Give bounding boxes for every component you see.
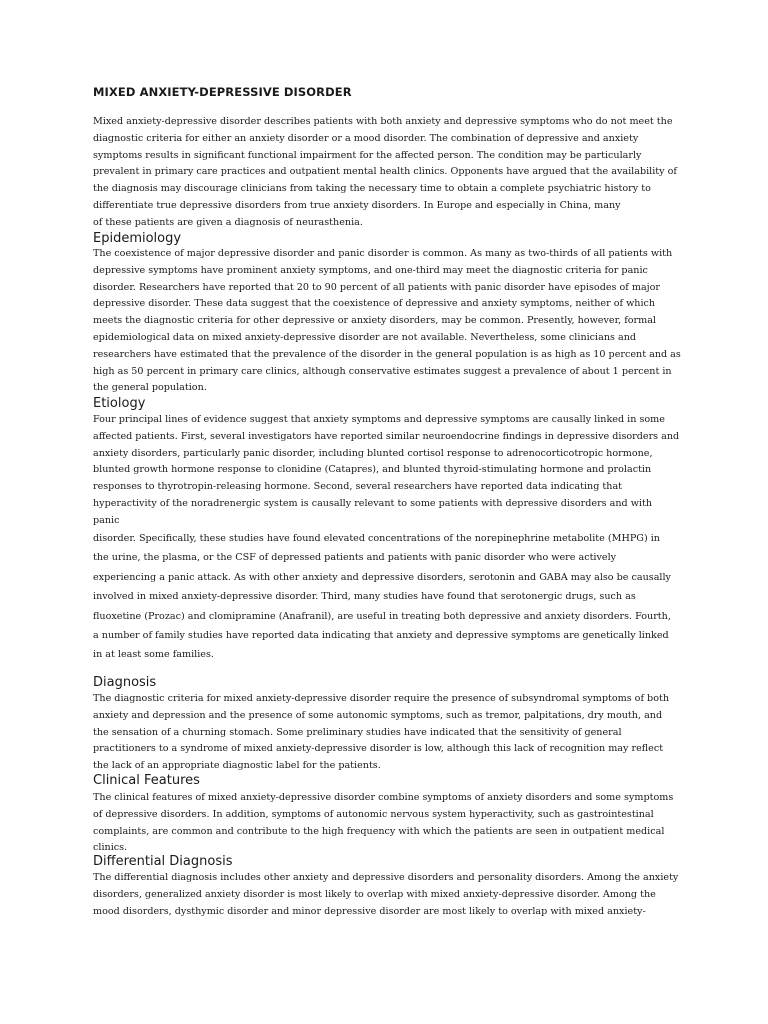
text-line: Mixed anxiety-depressive disorder describes patients with both anxiety and depressive symptoms who do not meet the [93, 116, 673, 127]
text-line: prevalent in primary care practices and outpatient mental health clinics. Opponents have argued that the availability of [93, 166, 677, 178]
etiology-paragraph-continued [93, 529, 678, 665]
text-line: epidemiological data on mixed anxiety-depressive disorder are not available. Nevertheless, some clinicians and [93, 331, 637, 343]
text-line: Four principal lines of evidence suggest that anxiety symptoms and depressive symptoms are causally linked in some [93, 414, 665, 425]
text-line: clinics. [93, 842, 128, 854]
text-line: blunted growth hormone response to clonidine (Catapres), and blunted thyroid-stimulating hormone and prolactin [93, 464, 652, 476]
text-line: of depressive disorders. In addition, symptoms of autonomic nervous system hyperactivity, such as gastrointestinal [93, 808, 654, 820]
text-line: panic [93, 514, 120, 526]
etiology-paragraph [93, 412, 678, 530]
text-line: involved in mixed anxiety-depressive disorder. Third, many studies have found that serotonergic drugs, such as [93, 591, 636, 603]
text-line: The diagnostic criteria for mixed anxiety-depressive disorder require the presence of subsyndromal symptoms of both [93, 693, 669, 704]
text-line: the general population. [93, 382, 207, 394]
text-line: of these patients are given a diagnosis of neurasthenia. [93, 216, 363, 228]
diagnosis-paragraph [93, 691, 678, 775]
intro-paragraph [93, 114, 678, 232]
heading-diagnosis: Diagnosis [93, 675, 157, 690]
heading-differential-diagnosis: Differential Diagnosis [93, 854, 233, 869]
text-line: symptoms results in significant functional impairment for the affected person. The condition may be particularly [93, 149, 642, 161]
epidemiology-paragraph [93, 246, 681, 397]
text-line: complaints, are common and contribute to the high frequency with which the patients are seen in outpatient medical [93, 825, 665, 837]
differential-diagnosis-paragraph [93, 870, 678, 920]
text-line: The coexistence of major depressive disorder and panic disorder is common. As many as two-thirds of all patients with [93, 248, 673, 259]
document-title: MIXED ANXIETY-DEPRESSIVE DISORDER [93, 85, 352, 99]
clinical-features-paragraph [93, 790, 678, 857]
heading-etiology: Etiology [93, 396, 146, 411]
text-line: responses to thyrotropin-releasing hormone. Second, several researchers have reported data indicating that [93, 481, 623, 493]
text-line: the urine, the plasma, or the CSF of depressed patients and patients with panic disorder who were actively [93, 552, 617, 564]
text-line: high as 50 percent in primary care clinics, although conservative estimates suggest a prevalence of about 1 percent in [93, 365, 672, 377]
text-line: mood disorders, dysthymic disorder and minor depressive disorder are most likely to overlap with mixed anxiety- [93, 905, 646, 917]
text-line: researchers have estimated that the prevalence of the disorder in the general population is as high as 10 percent and as [93, 348, 681, 360]
heading-epidemiology: Epidemiology [93, 231, 182, 246]
text-line: disorder. Researchers have reported that 20 to 90 percent of all patients with panic disorder have episodes of major [93, 281, 661, 293]
text-line: the diagnosis may discourage clinicians from taking the necessary time to obtain a complete psychiatric history to [93, 183, 651, 195]
text-line: the sensation of a churning stomach. Some preliminary studies have indicated that the sensitivity of general [93, 726, 622, 738]
text-line: hyperactivity of the noradrenergic system is causally relevant to some patients with depressive disorders and with [93, 497, 653, 509]
text-line: anxiety and depression and the presence of some autonomic symptoms, such as tremor, palpitations, dry mouth, and [93, 709, 663, 721]
text-line: the lack of an appropriate diagnostic label for the patients. [93, 760, 381, 772]
text-line: The differential diagnosis includes other anxiety and depressive disorders and personality disorders. Among the anxiety [93, 872, 679, 883]
text-line: depressive disorder. These data suggest that the coexistence of depressive and anxiety symptoms, neither of which [93, 298, 656, 310]
text-line: The clinical features of mixed anxiety-depressive disorder combine symptoms of anxiety disorders and some symptoms [93, 792, 674, 803]
heading-clinical-features: Clinical Features [93, 773, 200, 788]
text-line: differentiate true depressive disorders from true anxiety disorders. In Europe and especially in China, many [93, 199, 621, 211]
text-line: fluoxetine (Prozac) and clomipramine (Anafranil), are useful in treating both depressive and anxiety disorders. Fourth, [93, 610, 671, 622]
text-line: disorders, generalized anxiety disorder is most likely to overlap with mixed anxiety-depressive disorder. Among the [93, 888, 656, 900]
text-line: in at least some families. [93, 649, 214, 661]
text-line: a number of family studies have reported data indicating that anxiety and depressive symptoms are genetically linked [93, 630, 669, 642]
text-line: practitioners to a syndrome of mixed anxiety-depressive disorder is low, although this lack of recognition may reflect [93, 743, 664, 755]
text-line: depressive symptoms have prominent anxiety symptoms, and one-third may meet the diagnostic criteria for panic [93, 264, 648, 276]
text-line: anxiety disorders, particularly panic disorder, including blunted cortisol response to adrenocorticotropic hormone, [93, 447, 653, 459]
text-line: affected patients. First, several investigators have reported similar neuroendocrine findings in depressive disorders and [93, 430, 680, 442]
text-line: diagnostic criteria for either an anxiety disorder or a mood disorder. The combination of depressive and anxiety [93, 132, 639, 144]
text-line: disorder. Specifically, these studies have found elevated concentrations of the norepinephrine metabolite (MHPG) in [93, 533, 660, 544]
text-line: experiencing a panic attack. As with other anxiety and depressive disorders, serotonin and GABA may also be causally [93, 571, 671, 583]
text-line: meets the diagnostic criteria for other depressive or anxiety disorders, may be common. Presently, however, formal [93, 315, 656, 327]
